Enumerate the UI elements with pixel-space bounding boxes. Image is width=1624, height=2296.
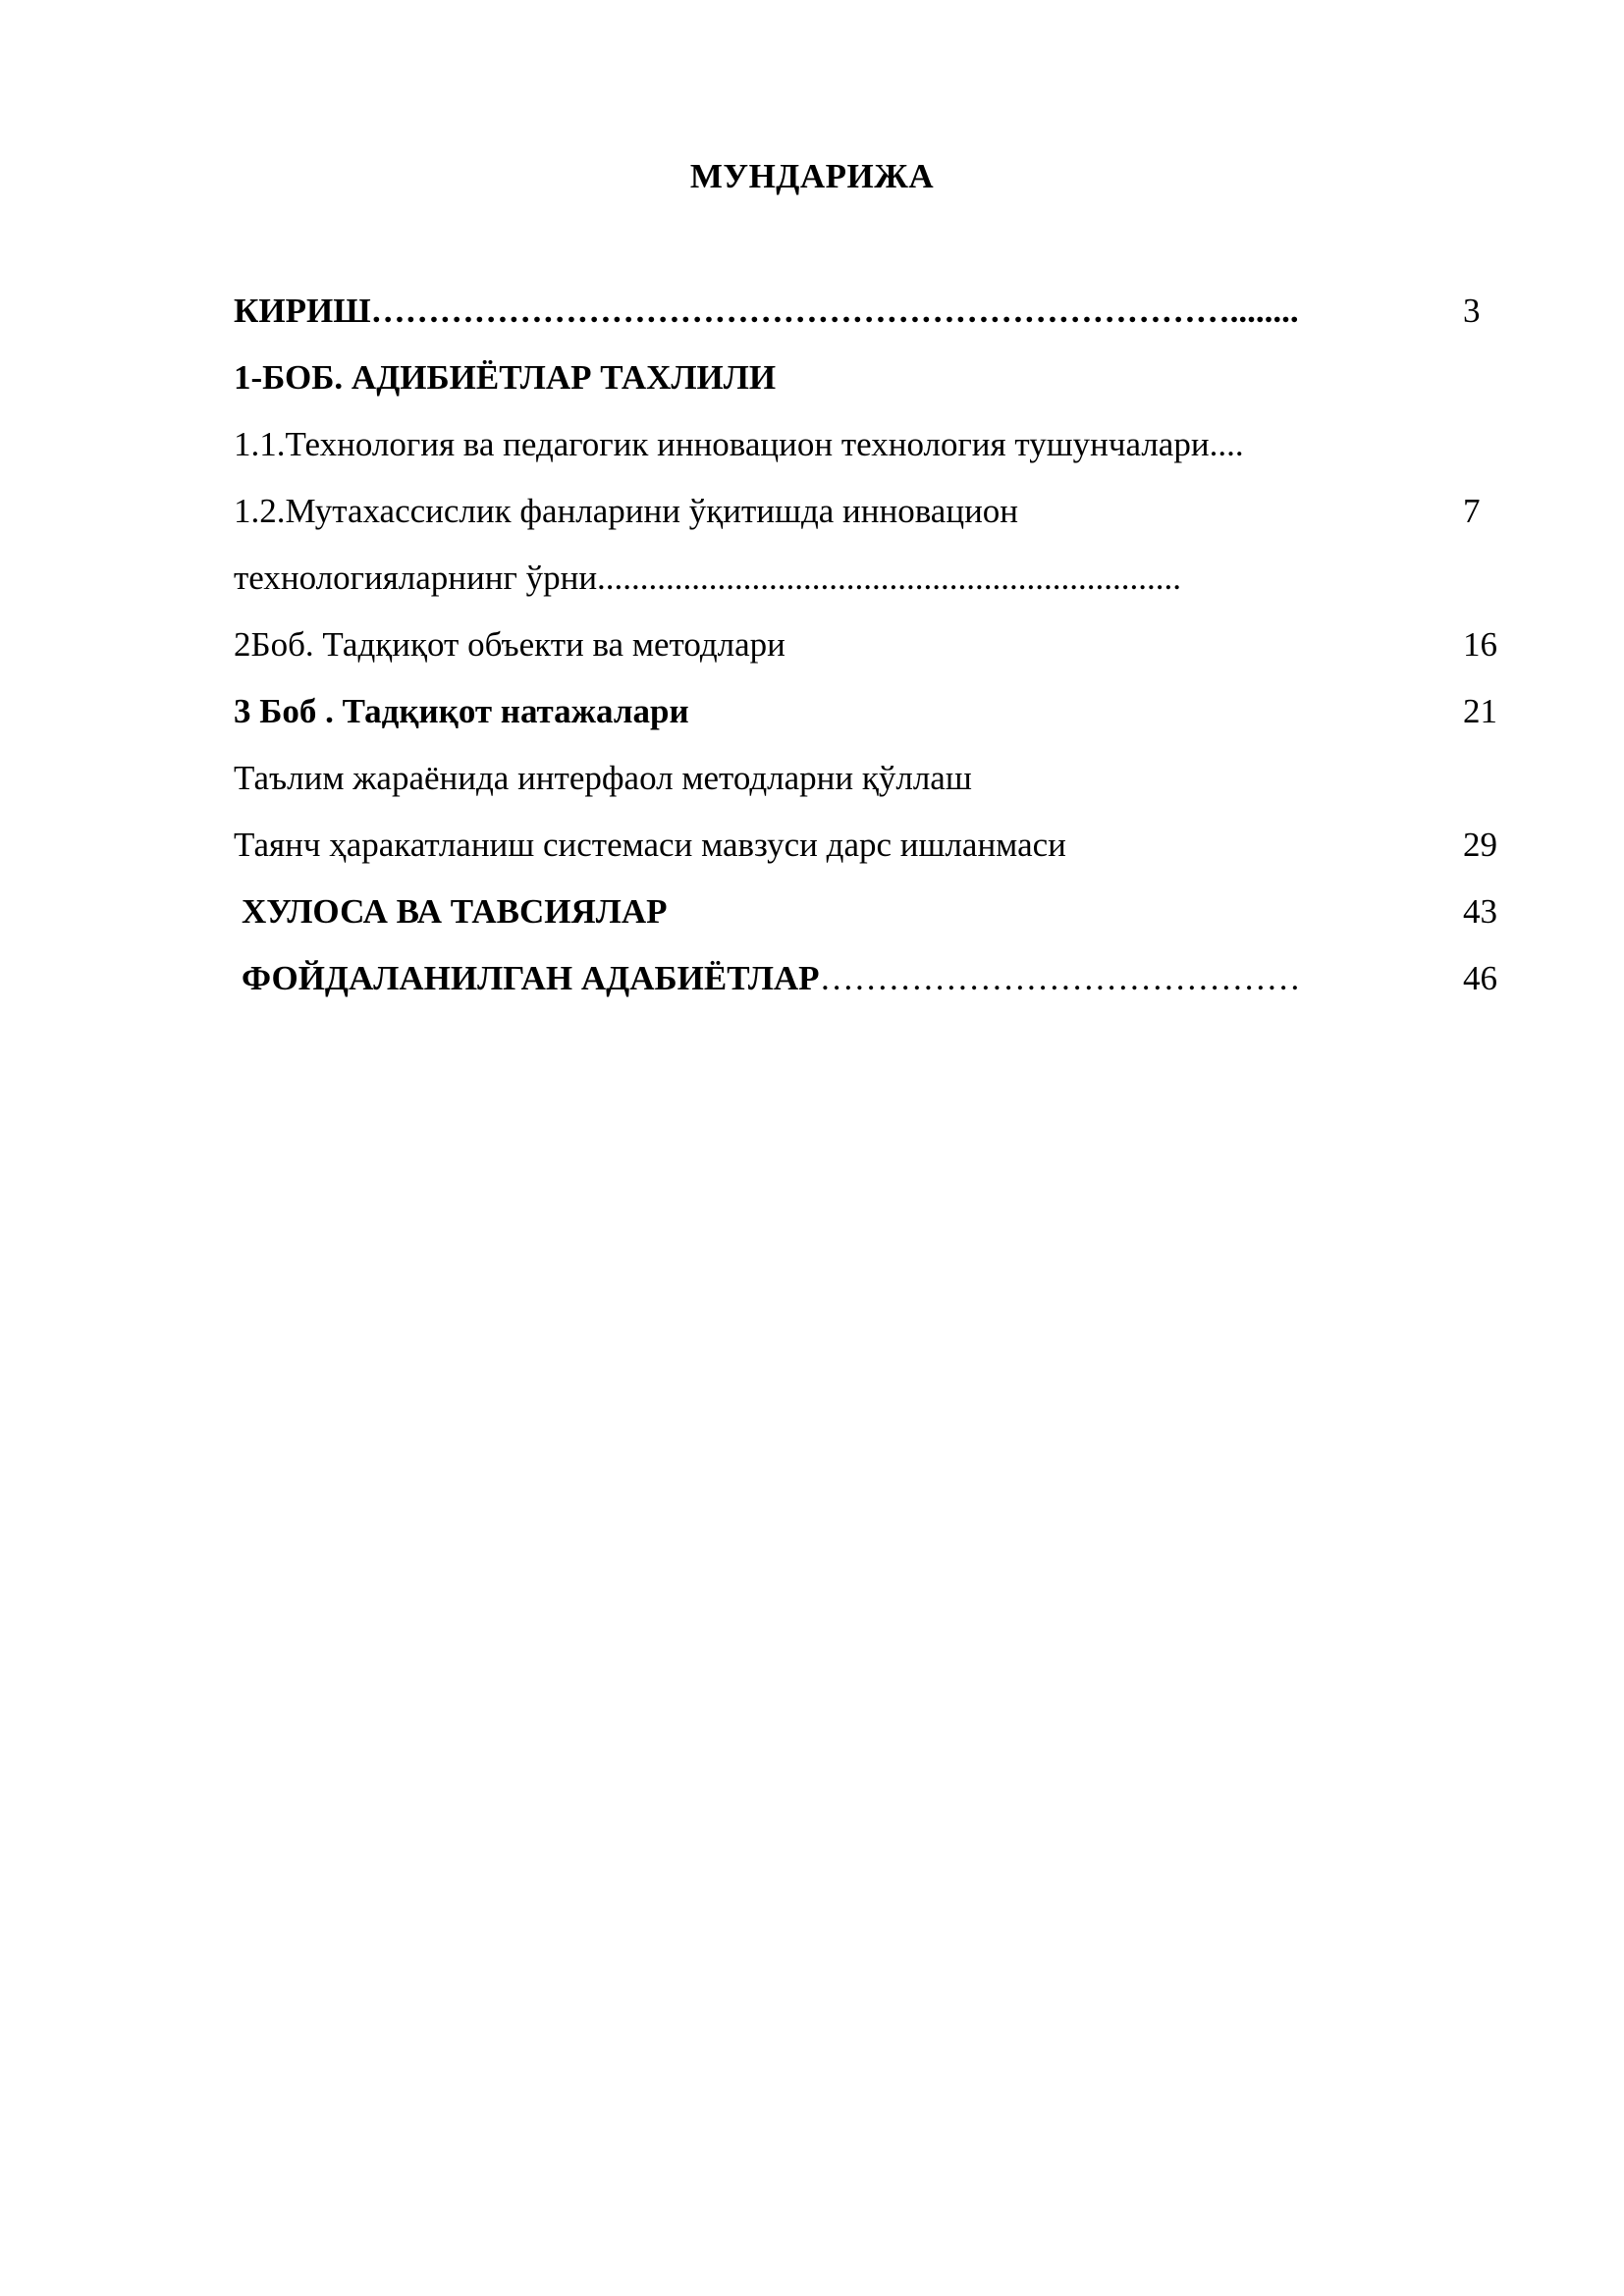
toc-entry-references	[242, 954, 1301, 1003]
toc-page-number: 7	[1463, 492, 1481, 530]
toc-entry-subsection: Таянч ҳаракатланиш системаси мавзуси дарс ишланмаси	[234, 826, 1066, 864]
toc-entry-chapter-3: 3 Боб . Тадқиқот натажалари	[234, 692, 689, 730]
toc-entry-section-1-1: 1.1.Технология ва педагогик инновацион технология тушунчалари....	[234, 425, 1244, 463]
toc-entry-conclusions: ХУЛОСА ВА ТАВСИЯЛАР	[242, 892, 668, 931]
toc-page-number: 43	[1463, 892, 1497, 931]
toc-page-number: 29	[1463, 826, 1497, 864]
toc-entry-chapter-1: 1-БОБ. АДИБИЁТЛАР ТАХЛИЛИ	[234, 358, 777, 397]
toc-entry-subsection: Таълим жараёнида интерфаол методларни қўллаш	[234, 759, 972, 797]
toc-page-number: 16	[1463, 625, 1497, 664]
toc-page-number: 3	[1463, 292, 1481, 330]
toc-entry-chapter-2: 2Боб. Тадқиқот объекти ва методлари	[234, 625, 785, 664]
toc-page-number: 46	[1463, 959, 1497, 997]
toc-page-number: 21	[1463, 692, 1497, 730]
toc-entry-section-1-2-continuation: технологияларнинг ўрни....................................................................	[234, 559, 1182, 597]
toc-title: МУНДАРИЖА	[689, 157, 935, 195]
toc-leader-dots: ……………………………………	[819, 959, 1301, 997]
toc-entry-introduction: КИРИШ…………………………………………………………………........	[234, 292, 1299, 330]
toc-entry-references-label: ФОЙДАЛАНИЛГАН АДАБИЁТЛАР	[242, 959, 820, 997]
toc-entry-section-1-2: 1.2.Мутахассислик фанларини ўқитишда инновацион	[234, 492, 1019, 530]
